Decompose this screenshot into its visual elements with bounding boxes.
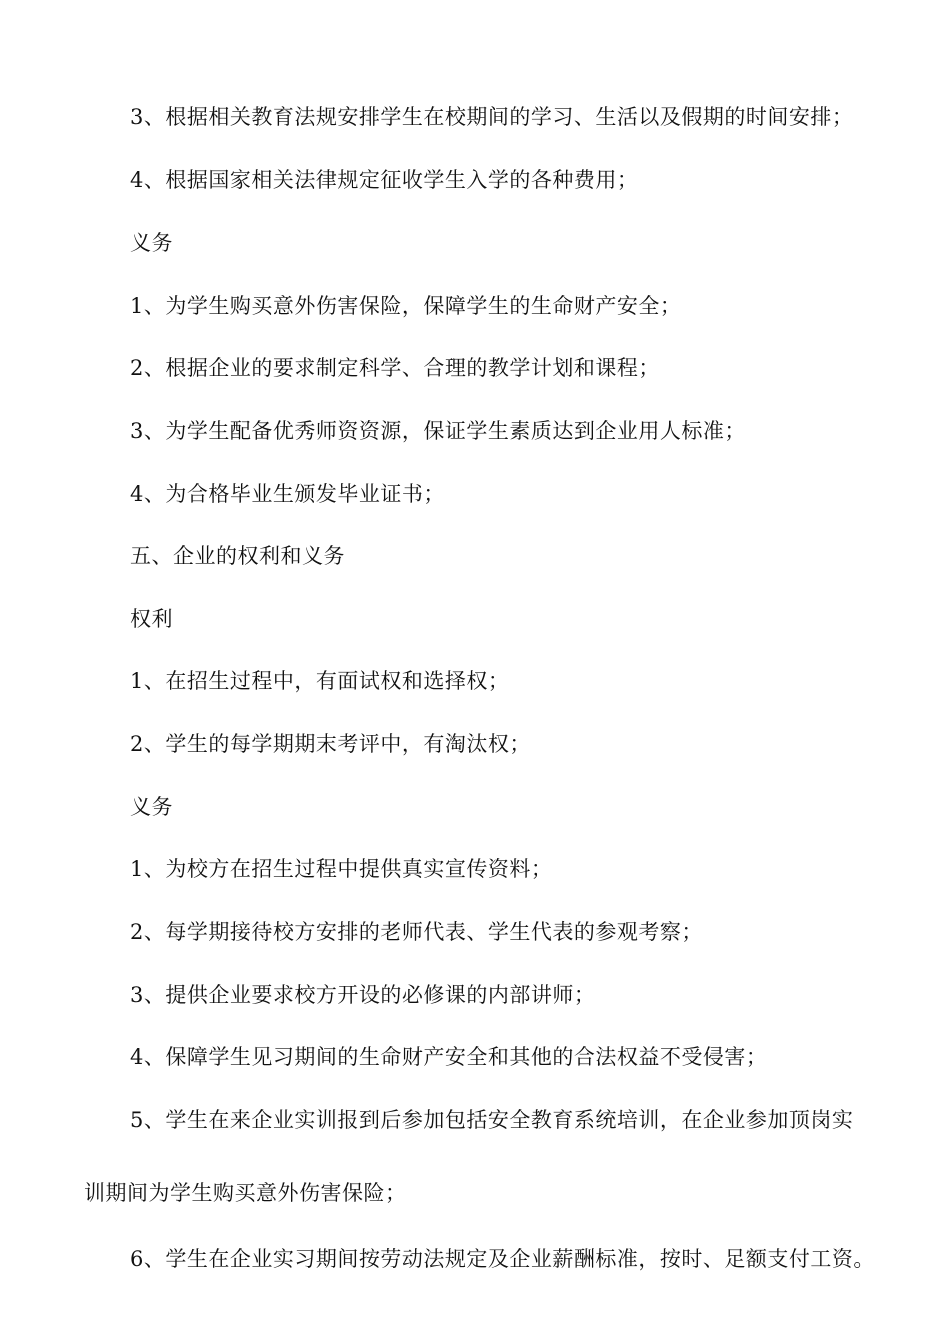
heading-enterprise-obligations: 义务 — [130, 795, 173, 819]
paragraph-enterprise-right-1: 1、在招生过程中，有面试权和选择权； — [130, 669, 510, 693]
paragraph-school-obligation-2: 2、根据企业的要求制定科学、合理的教学计划和课程； — [130, 356, 660, 380]
paragraph-enterprise-obligation-5-continued: 训期间为学生购买意外伤害保险； — [84, 1181, 407, 1205]
paragraph-school-obligation-4: 4、为合格毕业生颁发毕业证书； — [130, 482, 445, 506]
paragraph-school-right-4: 4、根据国家相关法律规定征收学生入学的各种费用； — [130, 168, 639, 192]
paragraph-school-obligation-1: 1、为学生购买意外伤害保险，保障学生的生命财产安全； — [130, 294, 682, 318]
heading-enterprise-rights: 权利 — [130, 607, 173, 631]
paragraph-enterprise-obligation-4: 4、保障学生见习期间的生命财产安全和其他的合法权益不受侵害； — [130, 1045, 768, 1069]
paragraph-enterprise-obligation-3: 3、提供企业要求校方开设的必修课的内部讲师； — [130, 983, 596, 1007]
paragraph-enterprise-obligation-2: 2、每学期接待校方安排的老师代表、学生代表的参观考察； — [130, 920, 703, 944]
paragraph-enterprise-obligation-6: 6、学生在企业实习期间按劳动法规定及企业薪酬标准，按时、足额支付工资。 — [130, 1247, 875, 1271]
paragraph-enterprise-right-2: 2、学生的每学期期末考评中，有淘汰权； — [130, 732, 531, 756]
paragraph-school-obligation-3: 3、为学生配备优秀师资资源，保证学生素质达到企业用人标准； — [130, 419, 746, 443]
paragraph-enterprise-obligation-5: 5、学生在来企业实训报到后参加包括安全教育系统培训，在企业参加顶岗实 — [130, 1108, 854, 1132]
paragraph-school-right-3: 3、根据相关教育法规安排学生在校期间的学习、生活以及假期的时间安排； — [130, 105, 854, 129]
paragraph-enterprise-obligation-1: 1、为校方在招生过程中提供真实宣传资料； — [130, 857, 553, 881]
section-heading-enterprise: 五、企业的权利和义务 — [130, 544, 345, 568]
heading-school-obligations: 义务 — [130, 231, 173, 255]
